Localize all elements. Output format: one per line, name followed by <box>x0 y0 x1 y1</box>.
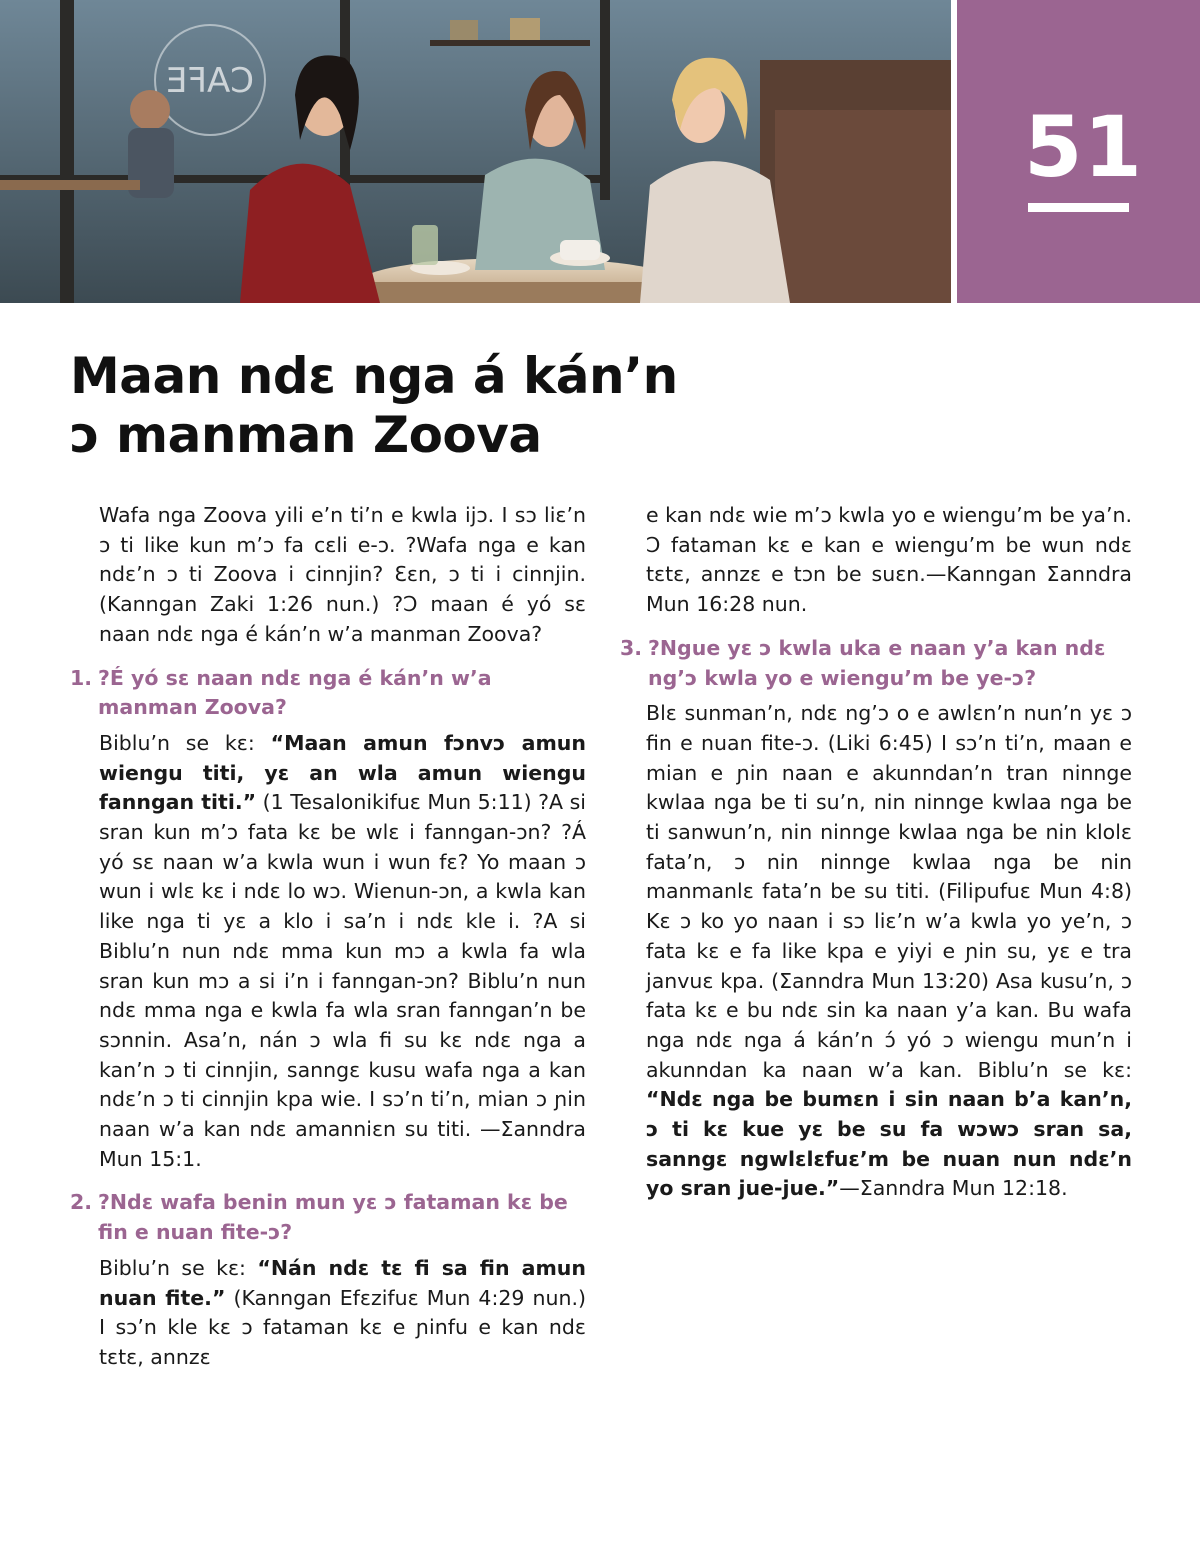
header-photo <box>0 0 951 303</box>
question-3 <box>620 634 1132 693</box>
answer-1 <box>99 729 586 1175</box>
answer-lead: Biblu’n se kɛ: <box>99 1255 258 1280</box>
answer-text: Blɛ sunman’n, ndɛ ng’ɔ o e awlɛn’n nun’n yɛ ɔ fin e nuan fite-ɔ. (Liki 6:45) I sɔ’n ti’n, maan e mian e ɲin naan e akunndan’n tran ninnge kwlaa nga be ti su’n, nin ninnge kwlaa nga be ti sanwun’n, nin ninnge kwlaa nga be nin klolɛ fata’n, ɔ nin ninnge kwlaa nga be nin manmanlɛ fata’n be su titi. (Filipufuɛ Mun 4:8) Kɛ ɔ ko yo naan i sɔ liɛ’n w’a kwla yo ye’n, ɔ fata kɛ e fa like kpa e yiyi e ɲin su, yɛ e tra janvuɛ kpa. (Ʃanndra Mun 13:20) Asa kusu’n, ɔ fata kɛ e bu ndɛ sin ka naan y’a kan. Bu wafa nga ndɛ nga á kán’n ɔ́ yó ɔ wiengu mun’n i akunndan ka naan w’a kan. Biblu’n se kɛ: <box>646 701 1132 1082</box>
question-text: ?É yó sɛ naan ndɛ nga é kán’n w’a manman Zoova? <box>98 665 492 720</box>
answer-2 <box>99 1254 586 1373</box>
question-number: 1. <box>70 665 93 690</box>
page-title <box>70 347 770 465</box>
intro-paragraph: Wafa nga Zoova yili e’n ti’n e kwla ijɔ. I sɔ liɛ’n ɔ ti like kun m’ɔ fa cɛli e-ɔ. ?Wafa nga e kan ndɛ’n ɔ ti Zoova i cinnjin? Ɛɛn, ɔ ti i cinnjin. (Kanngan Zaki 1:26 nun.) ?Ɔ maan é yó sɛ naan ndɛ nga é kán’n w’a manman Zoova? <box>99 503 586 646</box>
answer-citation: —Ʃanndra Mun 12:18. <box>839 1176 1068 1201</box>
question-number: 2. <box>70 1190 93 1215</box>
answer-3 <box>646 699 1132 1204</box>
answer-text: (1 Tesalonikifuɛ Mun 5:11) ?A si sran kun m’ɔ fata kɛ be wlɛ i fanngan-ɔn? ?Á yó sɛ naan w’a kwla wun i wun fɛ? Yo maan ɔ wun i wlɛ kɛ i ndɛ lo wɔ. Wienun-ɔn, a kwla kan like nga ti yɛ a klo i sa’n i ndɛ kle i. ?A si Biblu’n nun ndɛ mma kun mɔ a kwla fa wla sran kun mɔ a si i’n i fanngan-ɔn? Biblu’n nun ndɛ mma nga e kwla fa wla sran fanngan’n be sɔnnin. Asa’n, nán ɔ wla fi su kɛ ndɛ nga a kan’n ɔ ti cinnjin, sanngɛ kusu wafa nga a kan ndɛ’n ɔ ti cinnjin kpa wie. I sɔ’n ti’n, mian ɔ ɲin naan w’a kan ndɛ amanniɛn su titi. —Ʃanndra Mun 15:1. <box>99 790 586 1171</box>
answer-lead: Biblu’n se kɛ: <box>99 730 271 755</box>
lesson-number: 51 <box>1024 98 1143 196</box>
cafe-sign-text: CAFE <box>165 61 255 101</box>
lesson-number-underline <box>1028 203 1129 212</box>
question-text: ?Ngue yɛ ɔ kwla uka e naan y’a kan ndɛ ng’ɔ kwla yo e wiengu’m be ye-ɔ? <box>648 635 1106 690</box>
answer-2-continuation: e kan ndɛ wie m’ɔ kwla yo e wiengu’m be ya’n. Ɔ fataman kɛ e kan e wiengu’m be wun ndɛ tɛtɛ, annzɛ e tɔn be suɛn.—Kanngan Ʃanndra Mun 16:28 nun. <box>646 503 1132 617</box>
scripture-quote: “Maan amun fɔnvɔ amun wiengu titi, yɛ an wla amun wiengu fanngan titi.” <box>99 730 586 815</box>
question-number: 3. <box>620 635 643 660</box>
title-line-2: ɔ manman Zoova <box>70 406 542 464</box>
title-line-1: Maan ndɛ nga á kán’n <box>70 347 678 405</box>
scripture-quote: “Nán ndɛ tɛ fi sa fin amun nuan fite.” <box>99 1255 586 1310</box>
lesson-number-box <box>957 0 1200 303</box>
question-2 <box>70 1188 586 1247</box>
right-column <box>620 501 1132 1218</box>
left-column <box>70 501 586 1387</box>
scripture-quote: “Ndɛ nga be bumɛn i sin naan b’a kan’n, ɔ ti kɛ kue yɛ be su fa wɔwɔ sran sa, sanngɛ ngwlɛlɛfuɛ’m be nuan nun ndɛ’n yo sran jue-jue.” <box>646 1087 1132 1201</box>
question-1 <box>70 664 586 723</box>
cafe-scene-illustration <box>0 0 951 303</box>
answer-text: (Kanngan Efɛzifuɛ Mun 4:29 nun.) I sɔ’n kle kɛ ɔ fataman kɛ e ɲinfu e kan ndɛ tɛtɛ, annzɛ <box>99 1285 586 1369</box>
question-text: ?Ndɛ wafa benin mun yɛ ɔ fataman kɛ be fin e nuan fite-ɔ? <box>98 1190 568 1245</box>
